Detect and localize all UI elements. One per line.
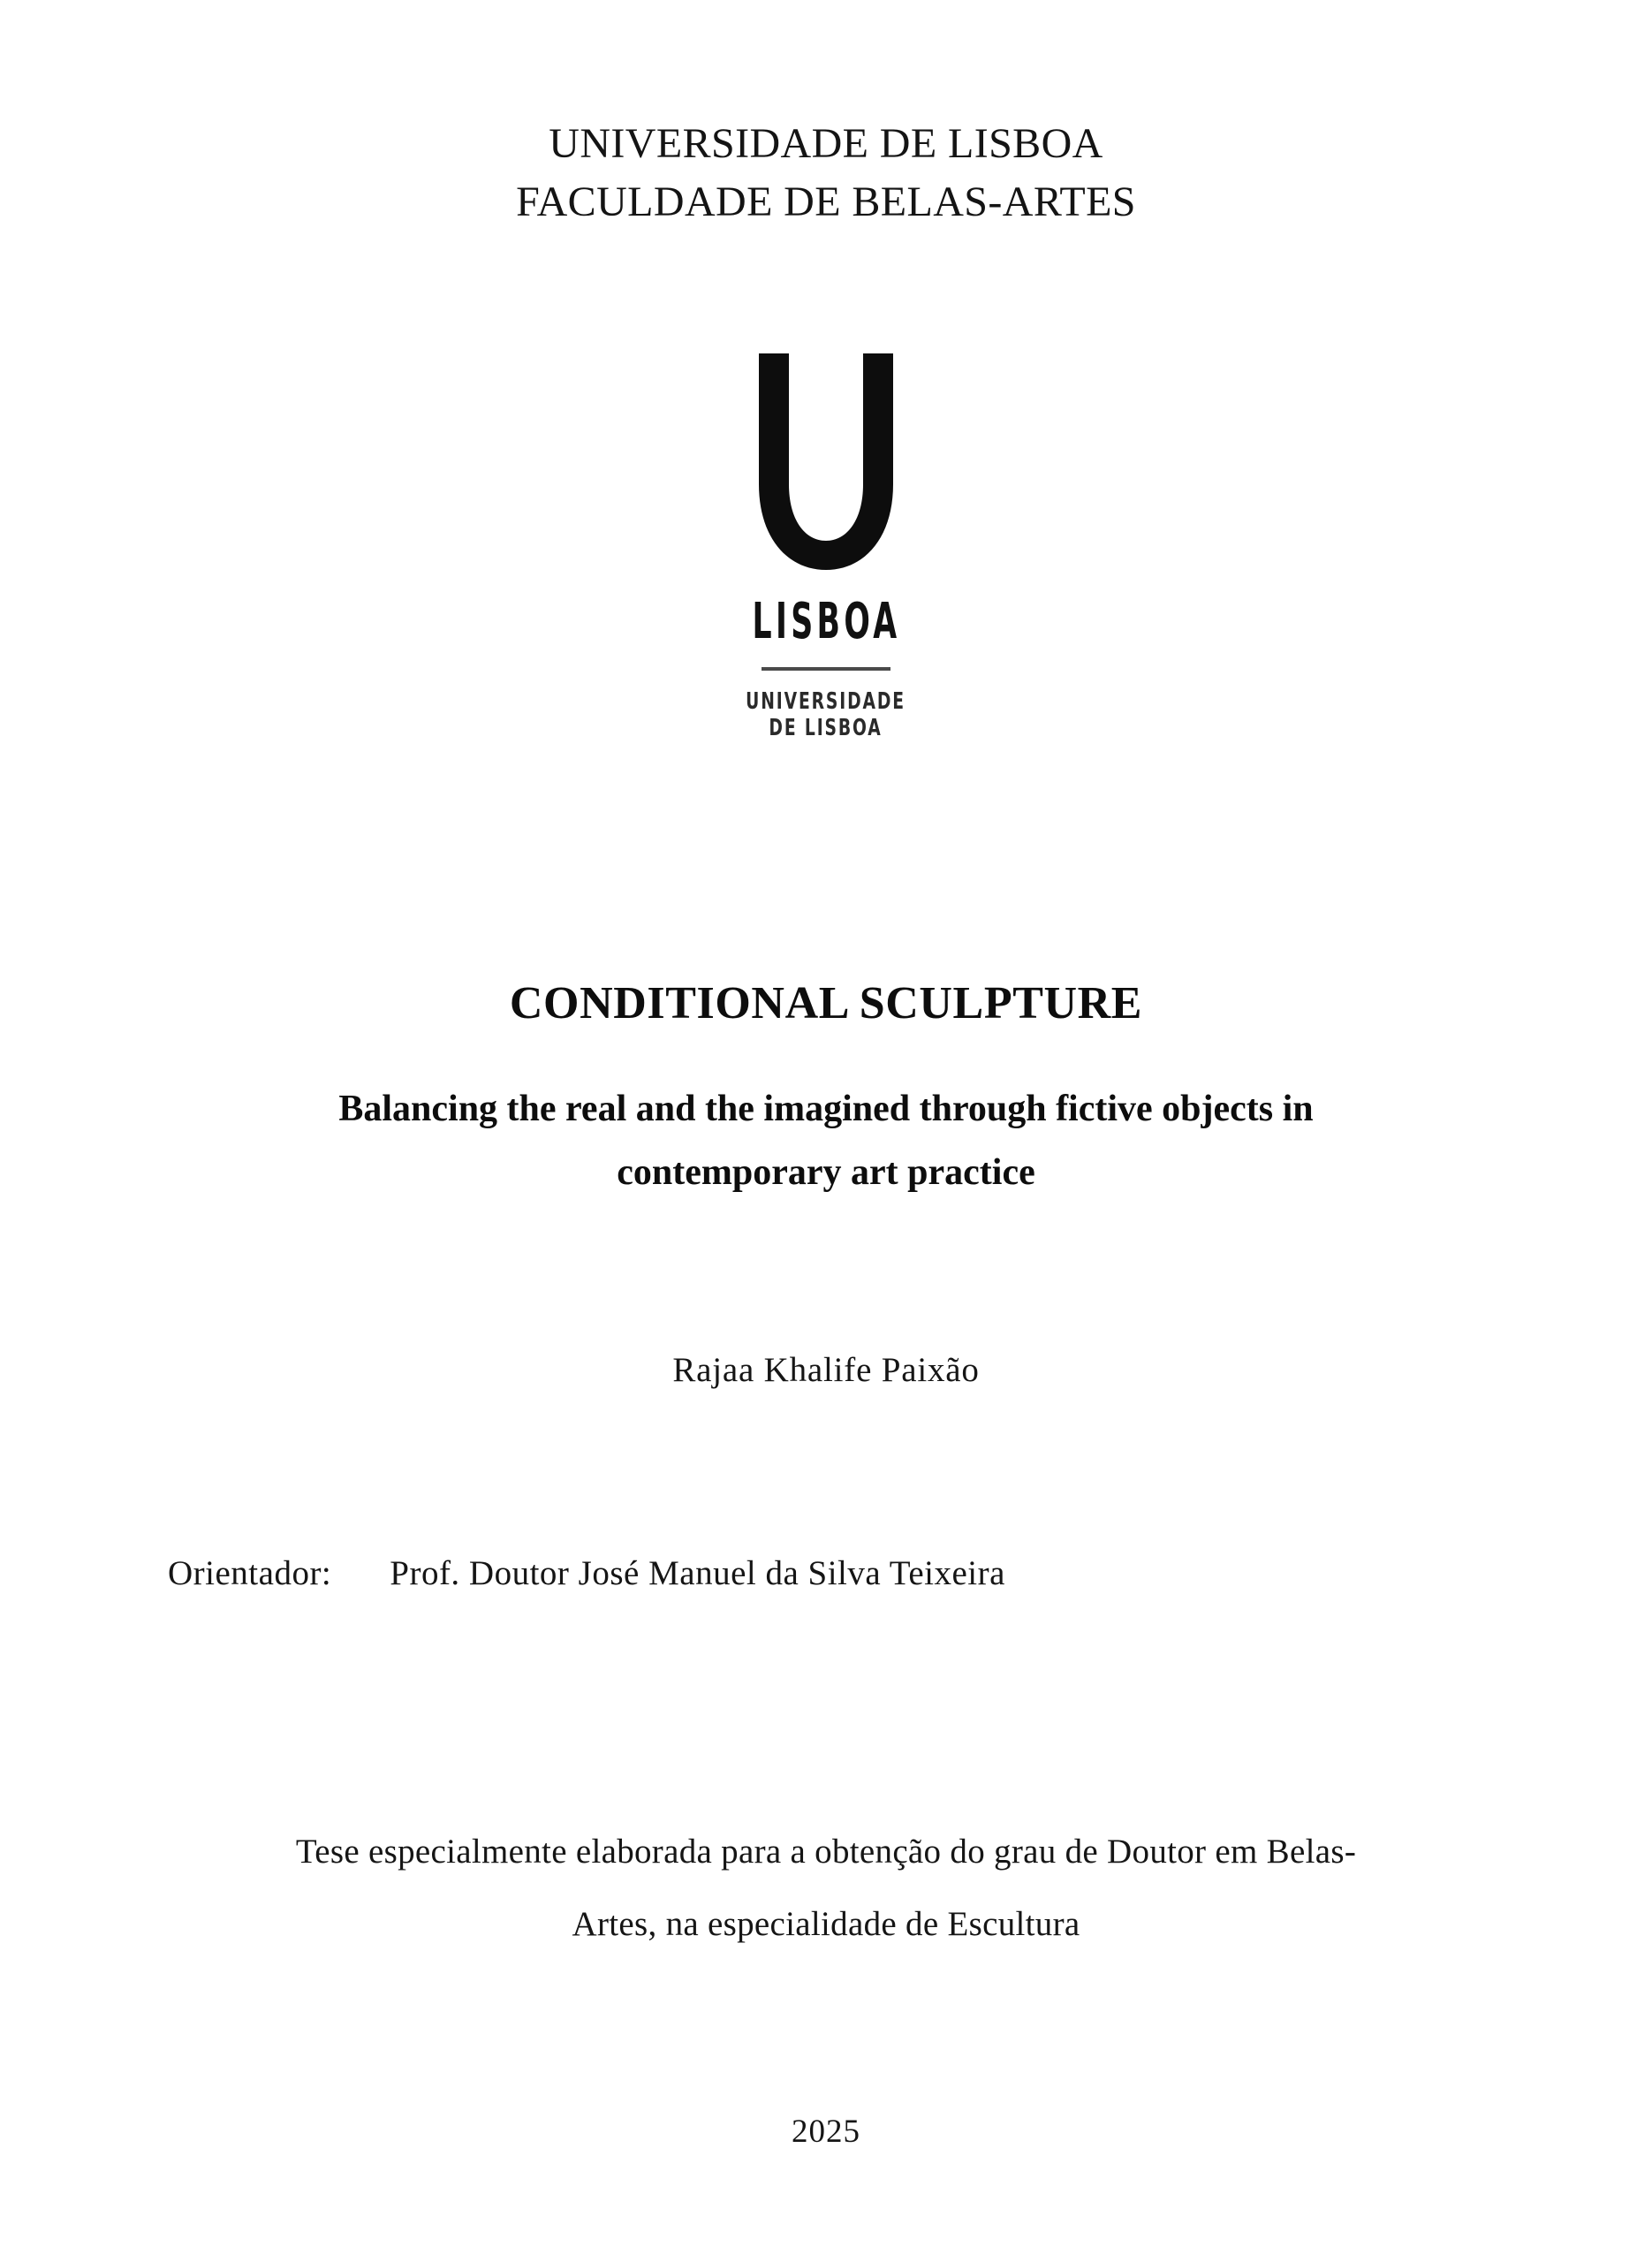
university-logo <box>0 353 1652 741</box>
faculty-name: FACULDADE DE BELAS-ARTES <box>516 178 1136 225</box>
degree-statement-line1: Tese especialmente elaborada para a obtenção do grau de Doutor em Belas- <box>295 1833 1357 1871</box>
page-subtitle-line2: contemporary art practice <box>617 1152 1035 1193</box>
degree-statement-line2: Artes, na especialidade de Escultura <box>572 1905 1080 1943</box>
title-block <box>0 976 1652 1204</box>
logo-subtitle-line1: UNIVERSIDADE <box>746 688 906 715</box>
page-subtitle <box>0 1077 1652 1204</box>
logo-divider <box>762 667 890 671</box>
logo-subtitle-line2: DE LISBOA <box>769 715 883 741</box>
institution-header <box>0 115 1652 232</box>
logo-subtitle <box>746 688 906 741</box>
letter-u-mark-icon <box>759 353 893 570</box>
page-subtitle-line1: Balancing the real and the imagined through fictive objects in <box>338 1089 1314 1129</box>
author-name: Rajaa Khalife Paixão <box>672 1351 980 1389</box>
logo-wordmark: LISBOA <box>751 593 900 650</box>
advisor-block <box>168 1551 1493 1597</box>
advisor-name: Prof. Doutor José Manuel da Silva Teixeira <box>390 1554 1005 1592</box>
page-title: CONDITIONAL SCULPTURE <box>509 978 1143 1029</box>
university-name: UNIVERSIDADE DE LISBOA <box>549 120 1103 167</box>
advisor-label: Orientador: <box>168 1554 332 1592</box>
publication-year: 2025 <box>792 2114 860 2150</box>
degree-statement <box>0 1816 1652 1961</box>
